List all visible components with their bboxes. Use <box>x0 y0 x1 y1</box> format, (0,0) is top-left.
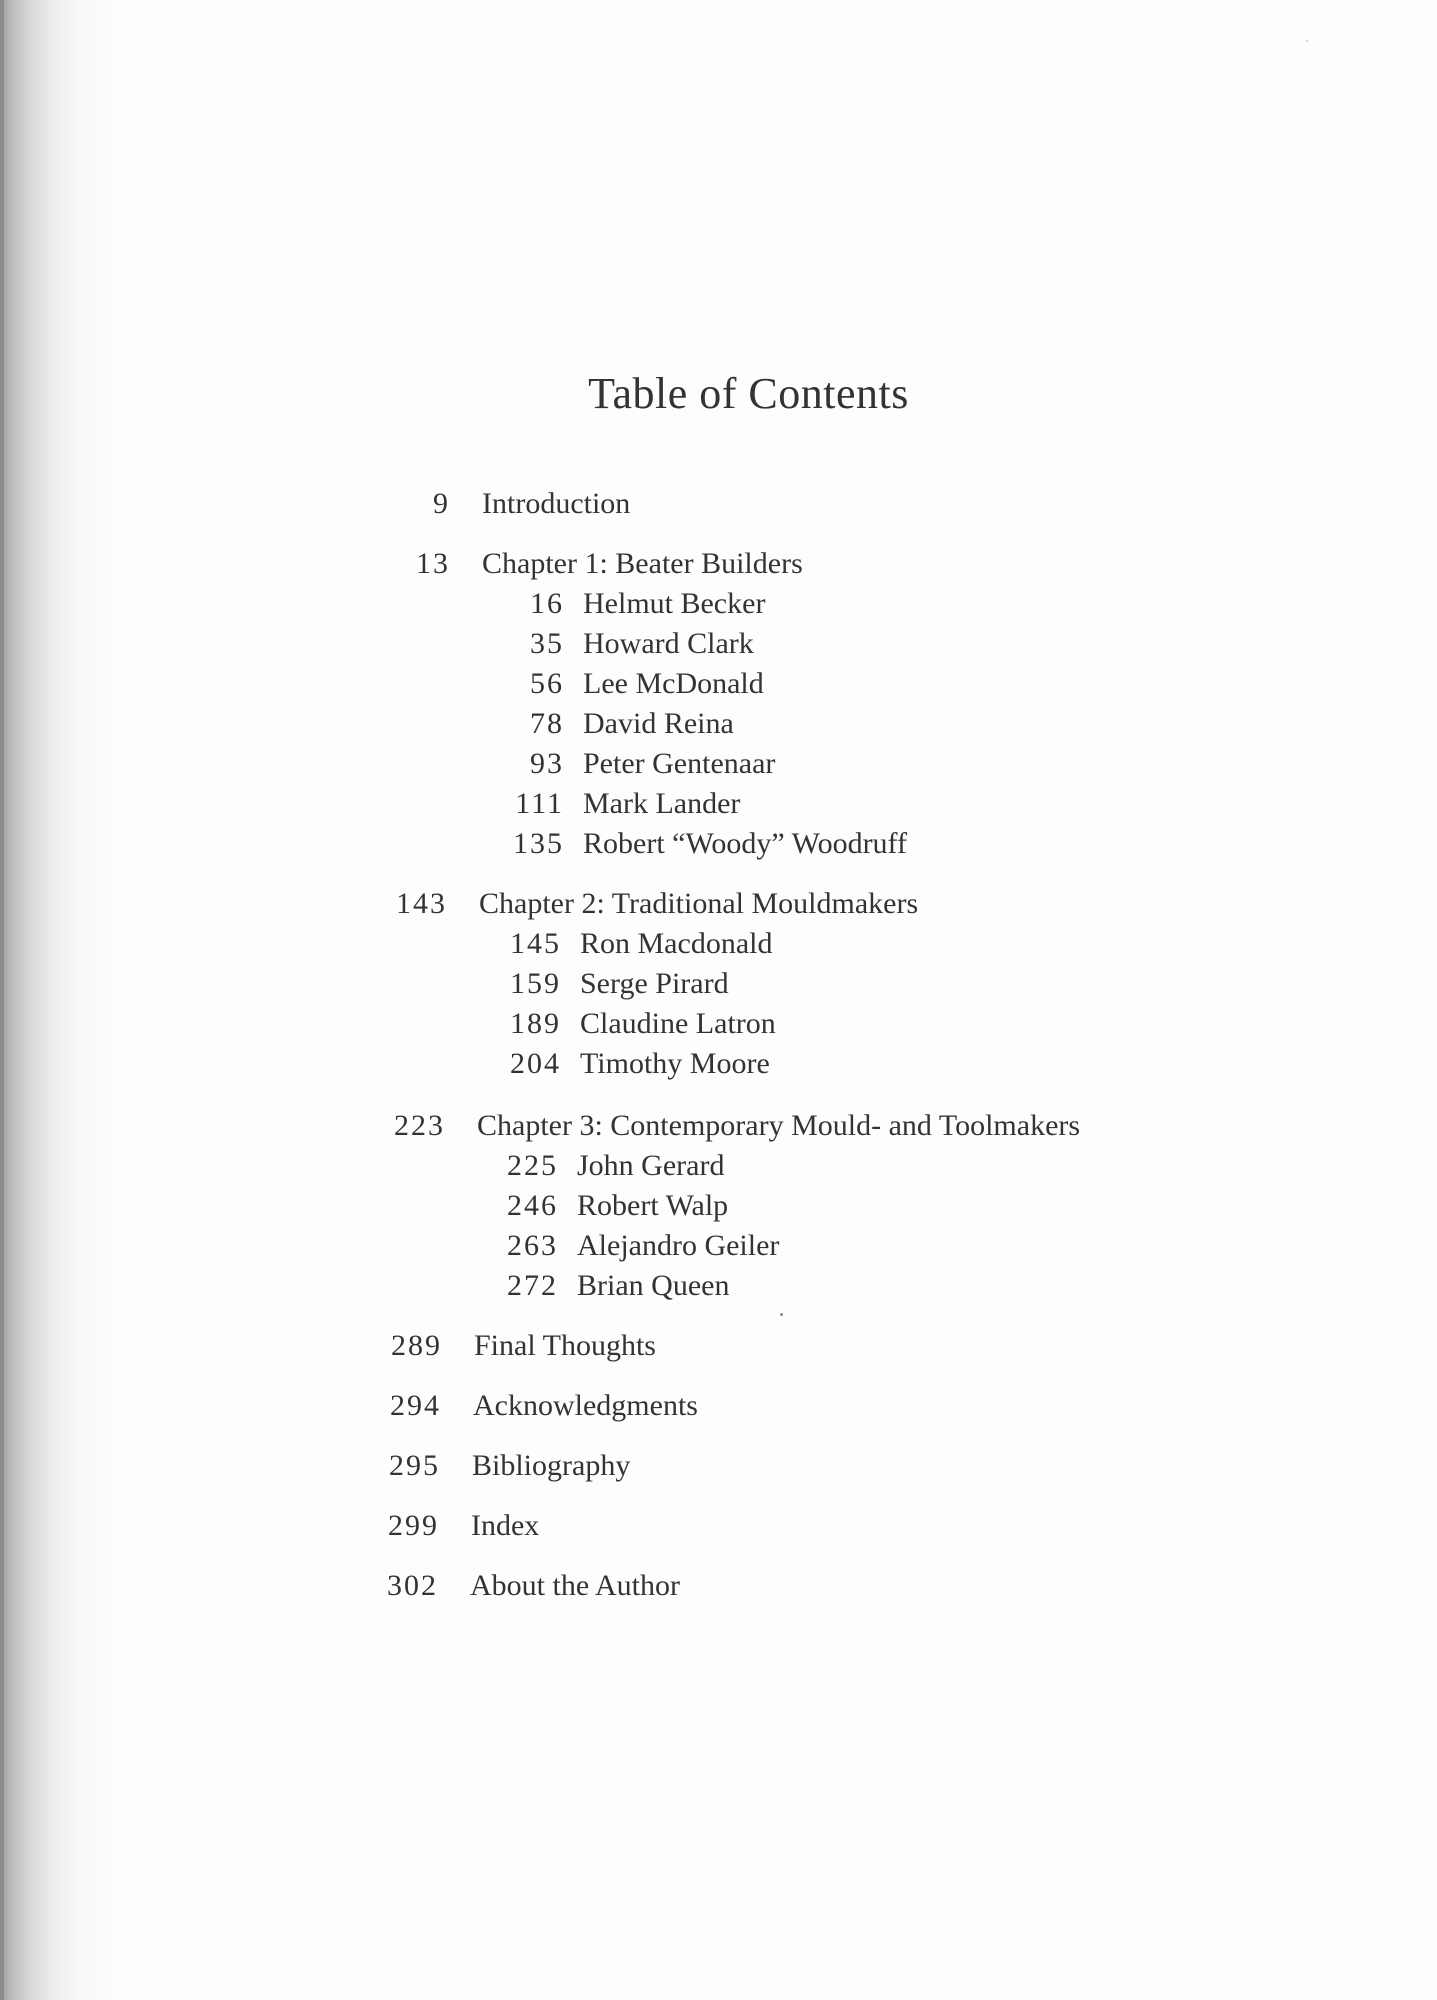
toc-entry-acknowledgments <box>379 1387 1079 1425</box>
toc-page-number: 159 <box>510 967 561 1000</box>
toc-label: David Reina <box>583 707 734 740</box>
toc-entry-chapter-1 <box>390 545 1190 583</box>
toc-subentry <box>477 1005 1077 1043</box>
toc-label: Robert “Woody” Woodruff <box>583 827 907 860</box>
toc-label: Bibliography <box>472 1449 631 1482</box>
toc-label: Introduction <box>482 487 631 520</box>
toc-subentry <box>480 745 1080 783</box>
toc-label: Chapter 2: Traditional Mouldmakers <box>479 887 919 920</box>
toc-subentry <box>480 825 1080 863</box>
toc-label: Final Thoughts <box>474 1329 656 1362</box>
toc-label: About the Author <box>470 1569 680 1602</box>
toc-page-number: 111 <box>515 787 564 820</box>
toc-entry-final-thoughts <box>380 1327 1080 1365</box>
toc-label: Howard Clark <box>583 627 754 660</box>
toc-subentry <box>480 665 1080 703</box>
toc-label: John Gerard <box>577 1149 725 1182</box>
toc-page-number: 299 <box>388 1509 439 1542</box>
gutter-edge <box>0 0 4 2000</box>
toc-label: Ron Macdonald <box>580 927 773 960</box>
toc-page-number: 225 <box>507 1149 558 1182</box>
toc-subentry <box>480 585 1080 623</box>
toc-subentry <box>474 1187 1074 1225</box>
toc-page-number: 272 <box>507 1269 558 1302</box>
toc-label: Brian Queen <box>577 1269 730 1302</box>
toc-page-number: 294 <box>390 1389 441 1422</box>
toc-entry-chapter-2 <box>385 885 1185 923</box>
toc-subentry <box>480 705 1080 743</box>
toc-entry-introduction <box>390 485 1090 523</box>
toc-page-number: 189 <box>510 1007 561 1040</box>
toc-page-number: 13 <box>416 547 450 580</box>
toc-page-number: 78 <box>530 707 564 740</box>
toc-page-number: 9 <box>433 487 450 520</box>
toc-label: Chapter 1: Beater Builders <box>482 547 803 580</box>
toc-page-number: 246 <box>507 1189 558 1222</box>
toc-label: Helmut Becker <box>583 587 766 620</box>
toc-label: Peter Gentenaar <box>583 747 776 780</box>
toc-label: Chapter 3: Contemporary Mould- and Toolmakers <box>477 1109 1081 1142</box>
toc-label: Serge Pirard <box>580 967 729 1000</box>
toc-subentry <box>480 625 1080 663</box>
toc-page-number: 135 <box>513 827 564 860</box>
toc-page-number: 93 <box>530 747 564 780</box>
toc-label: Robert Walp <box>577 1189 729 1222</box>
toc-page-number: 295 <box>389 1449 440 1482</box>
toc-page-number: 56 <box>530 667 564 700</box>
toc-label: Index <box>471 1509 540 1542</box>
toc-label: Acknowledgments <box>473 1389 698 1422</box>
page-title: Table of Contents <box>588 369 909 418</box>
toc-label: Claudine Latron <box>580 1007 776 1040</box>
toc-subentry <box>474 1147 1074 1185</box>
toc-subentry <box>480 785 1080 823</box>
gutter-shadow <box>0 0 120 2000</box>
toc-label: Mark Lander <box>583 787 741 820</box>
toc-page-number: 16 <box>530 587 564 620</box>
toc-page-number: 263 <box>507 1229 558 1262</box>
toc-page-number: 302 <box>387 1569 438 1602</box>
toc-subentry <box>477 925 1077 963</box>
toc-page-number: 289 <box>391 1329 442 1362</box>
toc-label: Timothy Moore <box>580 1047 770 1080</box>
toc-entry-about-author <box>376 1567 1076 1605</box>
scan-speck <box>780 1313 783 1316</box>
scan-speck <box>1306 40 1308 42</box>
toc-page-number: 35 <box>530 627 564 660</box>
toc-subentry <box>474 1267 1074 1305</box>
toc-entry-bibliography <box>378 1447 1078 1485</box>
toc-subentry <box>477 965 1077 1003</box>
toc-entry-index <box>377 1507 1077 1545</box>
toc-page-number: 145 <box>510 927 561 960</box>
toc-subentry <box>474 1227 1074 1265</box>
toc-label: Lee McDonald <box>583 667 764 700</box>
toc-label: Alejandro Geiler <box>577 1229 780 1262</box>
toc-page-number: 143 <box>396 887 447 920</box>
toc-page-number: 223 <box>394 1109 445 1142</box>
toc-page-number: 204 <box>510 1047 561 1080</box>
toc-entry-chapter-3 <box>383 1107 1283 1145</box>
toc-subentry <box>477 1045 1077 1083</box>
